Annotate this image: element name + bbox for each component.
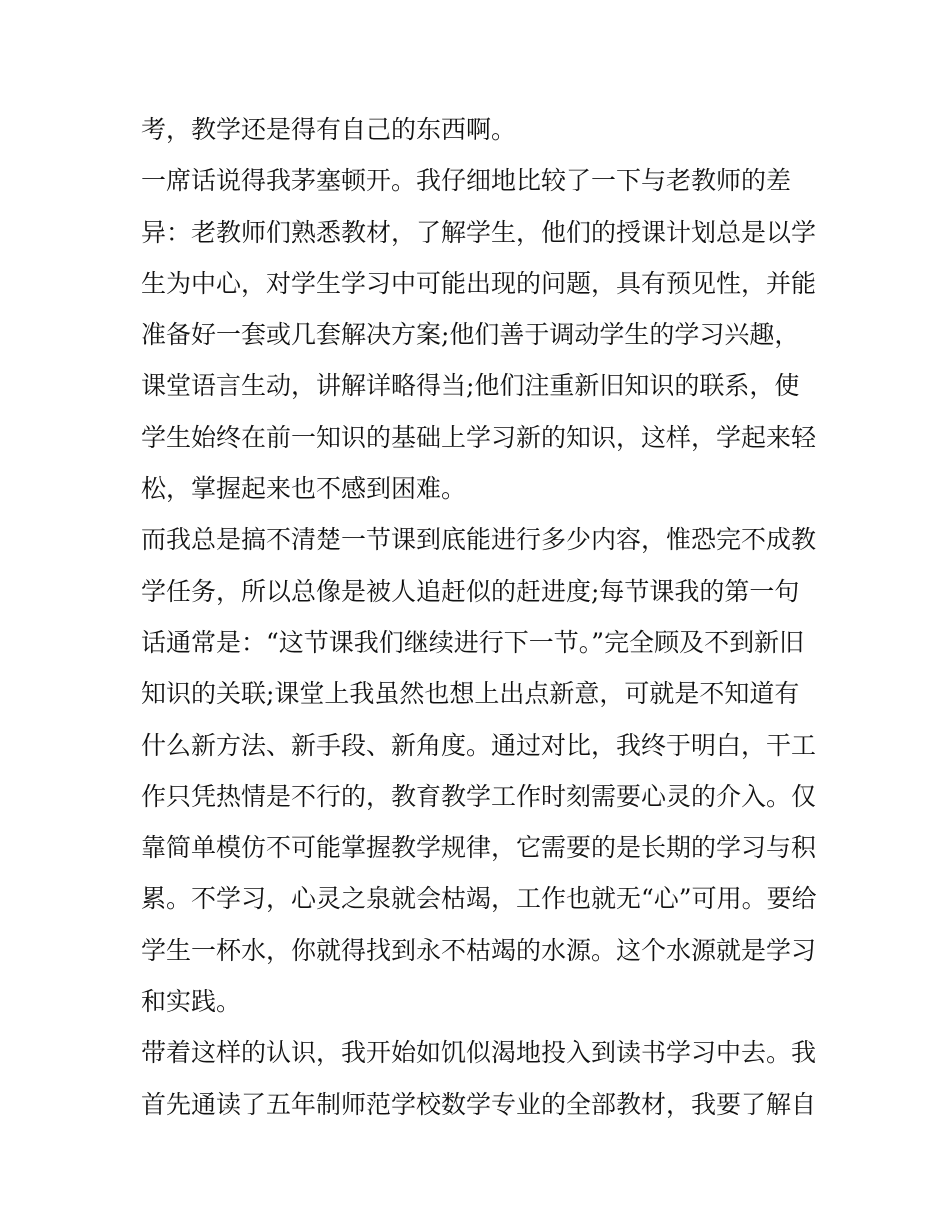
text-line: 而我总是搞不清楚一节课到底能进行多少内容，惟恐完不成教 (141, 525, 817, 555)
text-line: 学任务，所以总像是被人追赶似的赶进度;每节课我的第一句 (141, 576, 800, 606)
text-line: 松，掌握起来也不感到困难。 (141, 474, 467, 504)
text-line: 累。不学习，心灵之泉就会枯竭，工作也就无“心”可用。要给 (141, 884, 817, 914)
text-line: 学生始终在前一知识的基础上学习新的知识，这样，学起来轻 (141, 422, 817, 452)
text-line: 学生一杯水，你就得找到永不枯竭的水源。这个水源就是学习 (141, 935, 817, 965)
text-line: 和实践。 (141, 987, 242, 1017)
text-line: 什么新方法、新手段、新角度。通过对比，我终于明白，干工 (141, 730, 817, 760)
text-line: 生为中心，对学生学习中可能出现的问题，具有预见性，并能 (141, 268, 817, 298)
body-text (141, 104, 821, 1130)
text-line: 首先通读了五年制师范学校数学专业的全部教材，我要了解自 (141, 1089, 817, 1119)
text-line: 异：老教师们熟悉教材，了解学生，他们的授课计划总是以学 (141, 217, 817, 247)
text-line: 课堂语言生动，讲解详略得当;他们注重新旧知识的联系，使 (141, 371, 800, 401)
text-line: 准备好一套或几套解决方案;他们善于调动学生的学习兴趣， (141, 320, 800, 350)
text-line: 靠简单模仿不可能掌握教学规律，它需要的是长期的学习与积 (141, 833, 817, 863)
text-line: 一席话说得我茅塞顿开。我仔细地比较了一下与老教师的差 (141, 166, 792, 196)
text-line: 带着这样的认识，我开始如饥似渴地投入到读书学习中去。我 (141, 1038, 817, 1068)
text-line: 话通常是：“这节课我们继续进行下一节。”完全顾及不到新旧 (141, 627, 805, 657)
text-line: 知识的关联;课堂上我虽然也想上出点新意，可就是不知道有 (141, 679, 800, 709)
text-line: 考，教学还是得有自己的东西啊。 (141, 115, 517, 144)
text-line: 作只凭热情是不行的，教育教学工作时刻需要心灵的介入。仅 (141, 781, 817, 811)
